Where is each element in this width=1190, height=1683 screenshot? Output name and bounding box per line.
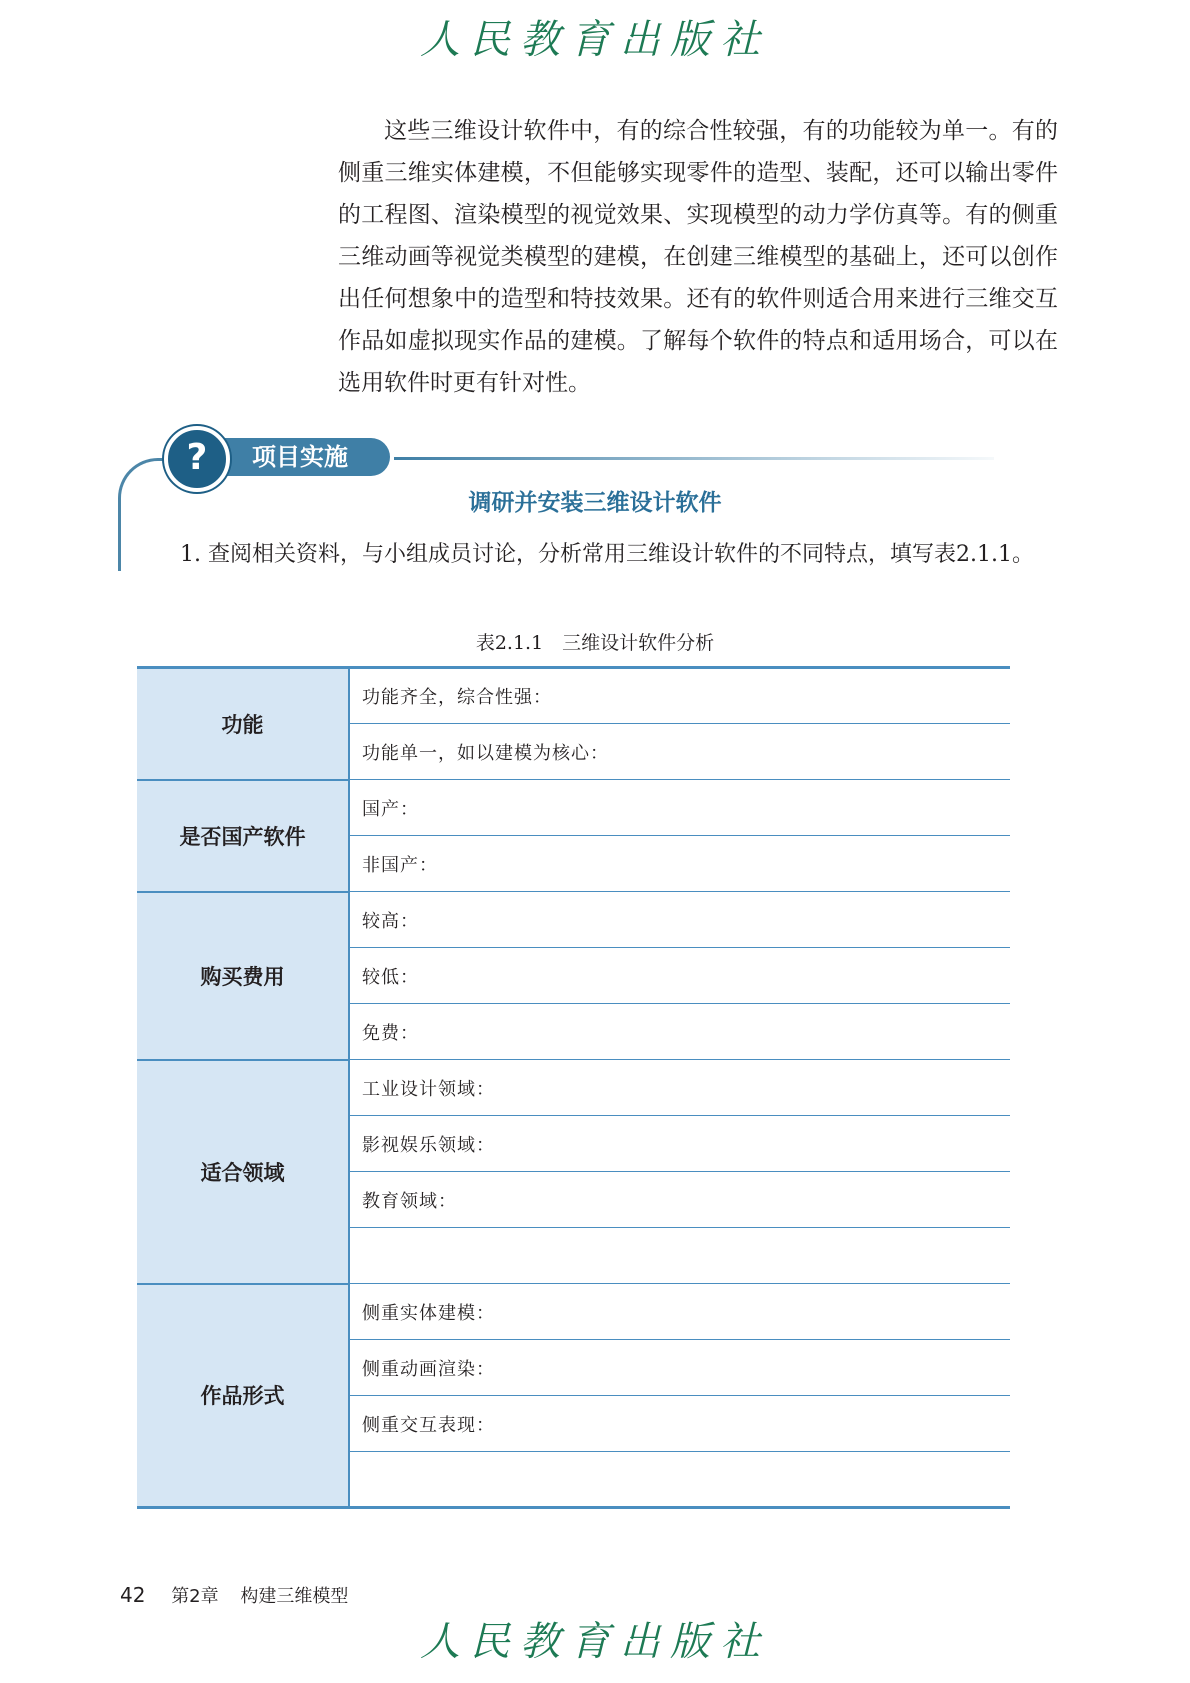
table-row	[137, 892, 1010, 948]
fill-in-cell: 功能齐全，综合性强：	[349, 668, 1010, 724]
fill-in-cell: 工业设计领域：	[349, 1060, 1010, 1116]
fill-in-cell	[349, 1452, 1010, 1508]
fill-in-cell: 国产：	[349, 780, 1010, 836]
category-cell: 功能	[137, 668, 349, 780]
category-cell: 是否国产软件	[137, 780, 349, 892]
section-subtitle: 调研并安装三维设计软件	[468, 490, 722, 516]
fill-in-cell: 侧重交互表现：	[349, 1396, 1010, 1452]
task-instruction: 1. 查阅相关资料，与小组成员讨论，分析常用三维设计软件的不同特点，填写表2.1.1。	[180, 542, 1034, 567]
page-footer	[120, 1582, 348, 1608]
page-number: 42	[120, 1583, 146, 1607]
chapter-title: 构建三维模型	[240, 1586, 349, 1607]
table-row	[137, 780, 1010, 836]
fill-in-cell: 较低：	[349, 948, 1010, 1004]
publisher-watermark-bottom: 人民教育出版社	[420, 1619, 770, 1665]
fill-in-cell: 较高：	[349, 892, 1010, 948]
intro-paragraph: 这些三维设计软件中，有的综合性较强，有的功能较为单一。有的侧重三维实体建模，不但能够实现零件的造型、装配，还可以输出零件的工程图、渲染模型的视觉效果、实现模型的动力学仿真等。有的侧重三维动画等视觉类模型的建模，在创建三维模型的基础上，还可以创作出任何想象中的造型和特技效果。还有的软件则适合用来进行三维交互作品如虚拟现实作品的建模。了解每个软件的特点和适用场合，可以在选用软件时更有针对性。	[338, 118, 1058, 396]
fill-in-cell: 侧重实体建模：	[349, 1284, 1010, 1340]
category-cell: 作品形式	[137, 1284, 349, 1508]
banner-divider-line	[394, 457, 994, 460]
category-cell: 适合领域	[137, 1060, 349, 1284]
software-analysis-table	[137, 666, 1010, 1509]
fill-in-cell: 非国产：	[349, 836, 1010, 892]
category-cell: 购买费用	[137, 892, 349, 1060]
fill-in-cell: 功能单一，如以建模为核心：	[349, 724, 1010, 780]
chapter-label: 第2章	[171, 1586, 219, 1607]
table-row	[137, 1060, 1010, 1116]
table-caption: 表2.1.1 三维设计软件分析	[475, 632, 715, 654]
fill-in-cell: 免费：	[349, 1004, 1010, 1060]
section-title: 项目实施	[180, 438, 390, 476]
fill-in-cell: 侧重动画渲染：	[349, 1340, 1010, 1396]
table-row	[137, 1284, 1010, 1340]
fill-in-cell: 影视娱乐领域：	[349, 1116, 1010, 1172]
table-row	[137, 668, 1010, 724]
question-mark-icon: ?	[164, 426, 230, 492]
publisher-watermark-top: 人民教育出版社	[420, 17, 770, 63]
fill-in-cell: 教育领域：	[349, 1172, 1010, 1228]
fill-in-cell	[349, 1228, 1010, 1284]
